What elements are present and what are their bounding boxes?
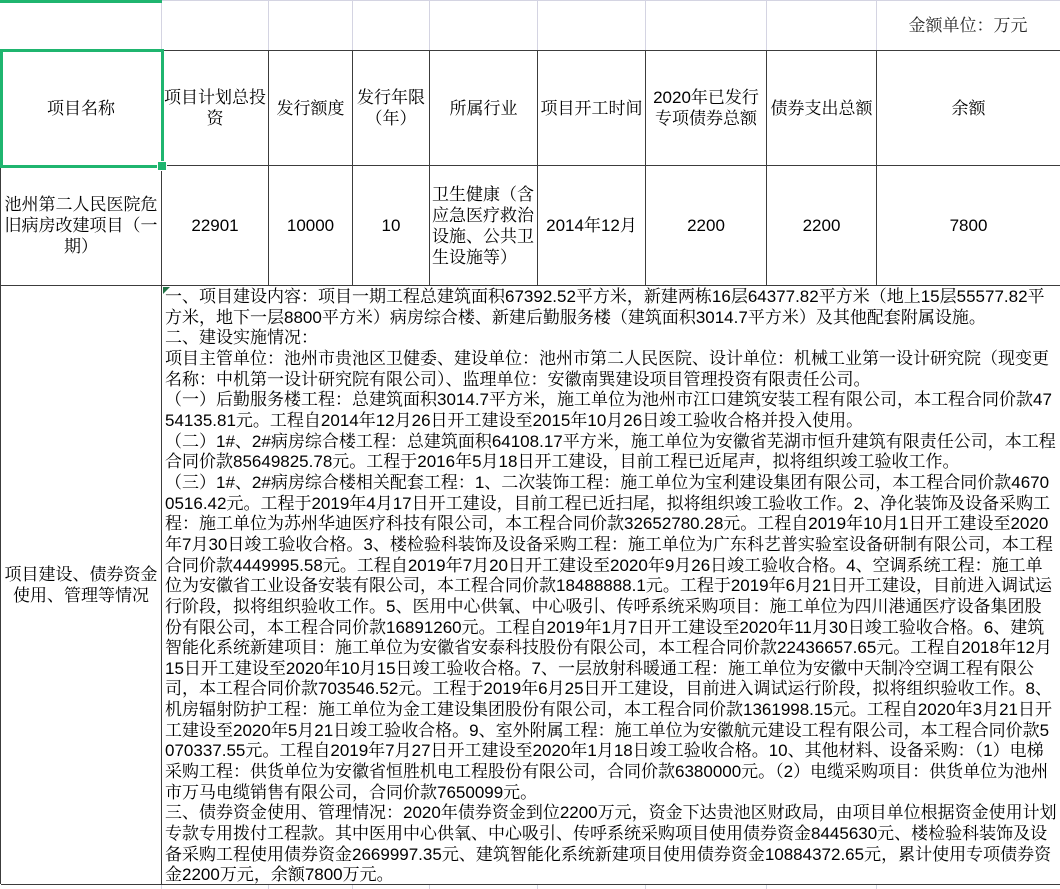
detail-paragraph: （一）后勤服务楼工程：总建筑面积3014.7平方米，施工单位为池州市江口建筑安装工程有限公司，本工程合同价款4754135.81元。工程自2014年12月26日开工建设至2015年10月26日竣工验收合格并投入使用。 [165, 390, 1052, 430]
header-balance[interactable]: 余额 [877, 51, 1060, 166]
header-start-date[interactable]: 项目开工时间 [538, 51, 646, 166]
cell-issuance-amount[interactable]: 10000 [269, 166, 353, 286]
detail-paragraph: 项目主管单位：池州市贵池区卫健委、建设单位：池州市第二人民医院、设计单位：机械工业第一设计研究院（现变更名称：中机第一设计研究院有限公司）、监理单位：安徽南巽建设项目管理投资有限责任公司。 [165, 348, 1049, 389]
gridline [161, 0, 162, 50]
selection-border-top [0, 0, 162, 3]
gridline [537, 0, 538, 50]
gridline [645, 0, 646, 50]
header-issuance-years[interactable]: 发行年限（年） [353, 51, 430, 166]
cell-bonds-issued-2020[interactable]: 2200 [646, 166, 767, 286]
gridline [352, 0, 353, 50]
project-table [0, 50, 1060, 884]
cell-detail-content[interactable] [162, 286, 1060, 885]
detail-paragraph: 二、建设实施情况： [165, 328, 318, 348]
cell-error-triangle-icon [163, 287, 170, 294]
gridline [766, 0, 767, 50]
detail-paragraph: 一、项目建设内容：项目一期工程总建筑面积67392.52平方米，新建两栋16层64377.82平方米（地上15层55577.82平方米，地下一层8800平方米）病房综合楼、新建后勤服务楼（建筑面积3014.7平方米）及其他配套附属设施。 [165, 287, 1045, 327]
cell-detail-label[interactable]: 项目建设、债券资金使用、管理等情况 [1, 286, 162, 885]
header-total-investment[interactable]: 项目计划总投资 [162, 51, 269, 166]
cell-project-name[interactable]: 池州第二人民医院危旧病房改建项目（一期） [1, 166, 162, 286]
cell-unit-note[interactable]: 金额单位：万元 [908, 15, 1028, 35]
header-project-name[interactable]: 项目名称 [1, 51, 162, 166]
cell-total-investment[interactable]: 22901 [162, 166, 269, 286]
cell-industry[interactable]: 卫生健康（含应急医疗救治设施、公共卫生设施等） [430, 166, 538, 286]
header-issuance-amount[interactable]: 发行额度 [269, 51, 353, 166]
header-bonds-issued-2020[interactable]: 2020年已发行专项债券总额 [646, 51, 767, 166]
header-industry[interactable]: 所属行业 [430, 51, 538, 166]
cell-start-date[interactable]: 2014年12月 [538, 166, 646, 286]
cell-bond-expenditure[interactable]: 2200 [767, 166, 877, 286]
header-bond-expenditure[interactable]: 债券支出总额 [767, 51, 877, 166]
gridline [268, 0, 269, 50]
detail-paragraph: （三）1#、2#病房综合楼相关配套工程：1、二次装饰工程：施工单位为宝利建设集团有限公司，本工程合同价款46700516.42元。工程于2019年4月17日开工建设，目前工程已近扫尾，拟将组织竣工验收工作。2、净化装饰及设备采购工程：施工单位为苏州华迪医疗科技有限公司，本工程合同价款32652780.28元。工程自2019年10月1日开工建设至2020年7月30日竣工验收合格。3、楼检验科装饰及设备采购工程：施工单位为广东科艺普实验室设备研制有限公司，本工程合同价款4449995.58元。工程自2019年7月20日开工建设至2020年9月26日竣工验收合格。4、空调系统工程：施工单位为安徽省工业设备安装有限公司，本工程合同价款18488888.1元。工程于2019年6月21日开工建设，目前进入调试运行阶段，拟将组织验收工作。5、医用中心供氧、中心吸引、传呼系统采购项目：施工单位为四川港通医疗设备集团股份有限公司，本工程合同价款16891260元。工程自2019年1月7日开工建设至2020年11月30日竣工验收合格。6、建筑智能化系统新建项目：施工单位为安徽省安泰科技股份有限公司，本工程合同价款22436657.65元。工程自2018年12月15日开工建设至2020年10月15日竣工验收合格。7、一层放射科暖通工程：施工单位为安徽中天制冷空调工程有限公司，本工程合同价款703546.52元。工程于2019年6月25日开工建设，目前进入调试运行阶段，拟将组织验收工作。8、机房辐射防护工程：施工单位为金工建设集团股份有限公司，本工程合同价款1361998.15元。工程自2020年3月21日开工建设至2020年5月21日竣工验收合格。9、室外附属工程：施工单位为安徽航元建设工程有限公司，本工程合同价款5070337.55元。工程自2019年7月27日开工建设至2020年1月18日竣工验收合格。10、其他材料、设备采购：（1）电梯采购工程：供货单位为安徽省恒胜机电工程股份有限公司，合同价款6380000元。（2）电缆采购项目：供货单位为池州市万马电缆销售有限公司，合同价款7650099元。 [165, 472, 1053, 802]
detail-paragraph: （二）1#、2#病房综合楼工程：总建筑面积64108.17平方米，施工单位为安徽省芜湖市恒升建筑有限责任公司，本工程合同价款85649825.78元。工程于2016年5月18日开工建设，目前工程已近尾声，拟将组织竣工验收工作。 [165, 431, 1056, 472]
fill-handle[interactable] [157, 161, 167, 171]
gridline [429, 0, 430, 50]
detail-paragraph: 三、债券资金使用、管理情况：2020年债券资金到位2200万元，资金下达贵池区财政局，由项目单位根据资金使用计划专款专用拨付工程款。其中医用中心供氧、中心吸引、传呼系统采购项目使用债券资金8445630元、楼检验科装饰及设备采购工程使用债券资金2669997.35元、建筑智能化系统新建项目使用债券资金10884372.65元，累计使用专项债券资金2200万元，余额7800万元。 [165, 803, 1057, 885]
cell-issuance-years[interactable]: 10 [353, 166, 430, 286]
cell-balance[interactable]: 7800 [877, 166, 1060, 286]
